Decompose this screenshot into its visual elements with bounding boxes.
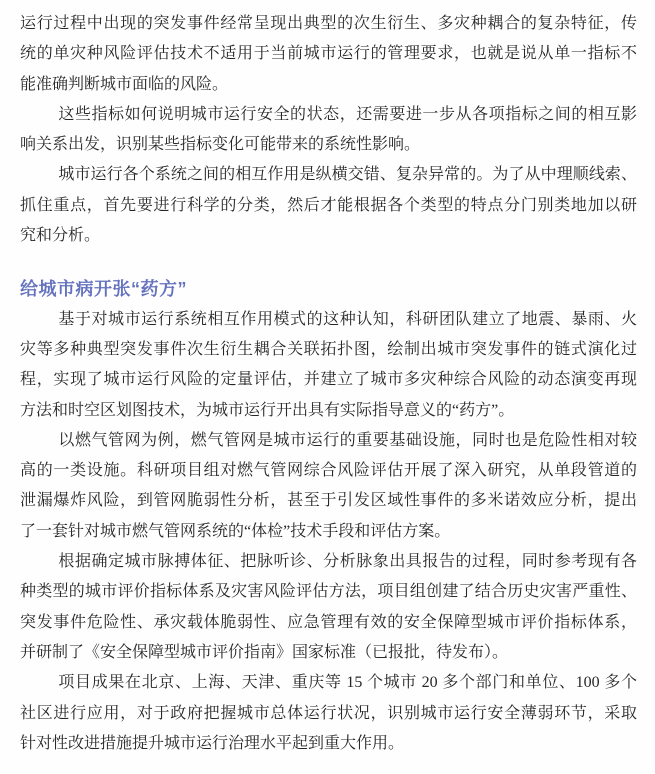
text-line: 统的单灾种风险评估技术不适用于当前城市运行的管理要求，也就是说从单一指标不 (20, 45, 637, 63)
text-line: 灾等多种典型突发事件次生衍生耦合关联拓扑图，绘制出城市突发事件的链式演化过 (20, 340, 637, 358)
text-line: 项目成果在北京、上海、天津、重庆等 15 个城市 20 多个部门和单位、100 多个 (58, 674, 637, 692)
text-line: 究和分析。 (20, 227, 101, 245)
paragraph (20, 160, 637, 251)
paragraph (20, 305, 637, 426)
text-line: 了一套针对城市燃气管网系统的“体检”技术手段和评估方案。 (20, 522, 451, 540)
text-line: 根据确定城市脉搏体征、把脉听诊、分析脉象出具报告的过程，同时参考现有各 (58, 553, 637, 571)
text-line: 运行过程中出现的突发事件经常呈现出典型的次生衍生、多灾种耦合的复杂特征，传 (20, 15, 637, 32)
text-line: 突发事件危险性、承灾载体脆弱性、应急管理有效的安全保障型城市评价指标体系， (20, 613, 637, 631)
text-line: 响关系出发，识别某些指标变化可能带来的系统性影响。 (20, 136, 421, 154)
text-line: 抓住重点，首先要进行科学的分类，然后才能根据各个类型的特点分门别类地加以研 (20, 196, 637, 214)
text-line: 能准确判断城市面临的风险。 (20, 75, 229, 93)
text-line: 泄漏爆炸风险，到管网脆弱性分析，甚至于引发区域性事件的多米诺效应分析，提出 (20, 492, 637, 510)
text-line: 这些指标如何说明城市运行安全的状态，还需要进一步从各项指标之间的相互影 (58, 105, 637, 123)
text-line: 城市运行各个系统之间的相互作用是纵横交错、复杂异常的。为了从中理顺线索、 (58, 166, 637, 184)
paragraph (20, 547, 637, 668)
paragraph (20, 9, 637, 100)
section-heading: 给城市病开张“药方” (20, 279, 187, 300)
paragraph (20, 426, 637, 547)
text-line: 程，实现了城市运行风险的定量评估，并建立了城市多灾种综合风险的动态演变再现 (20, 371, 637, 389)
text-line: 针对性改进措施提升城市运行治理水平起到重大作用。 (20, 734, 405, 752)
text-line: 并研制了《安全保障型城市评价指南》国家标准（已报批，待发布）。 (20, 643, 509, 661)
text-line: 社区进行应用，对于政府把握城市总体运行状况，识别城市运行安全薄弱环节，采取 (20, 704, 637, 722)
text-line: 基于对城市运行系统相互作用模式的这种认知，科研团队建立了地震、暴雨、火 (58, 310, 637, 328)
text-line: 种类型的城市评价指标体系及灾害风险评估方法，项目组创建了结合历史灾害严重性、 (20, 583, 637, 601)
text-line: 高的一类设施。科研项目组对燃气管网综合风险评估开展了深入研究，从单段管道的 (20, 462, 637, 480)
paragraph (20, 100, 637, 161)
paragraph (20, 668, 637, 759)
text-line: 以燃气管网为例，燃气管网是城市运行的重要基础设施，同时也是危险性相对较 (58, 431, 637, 449)
text-line: 方法和时空区划图技术，为城市运行开出具有实际指导意义的“药方”。 (20, 401, 515, 419)
